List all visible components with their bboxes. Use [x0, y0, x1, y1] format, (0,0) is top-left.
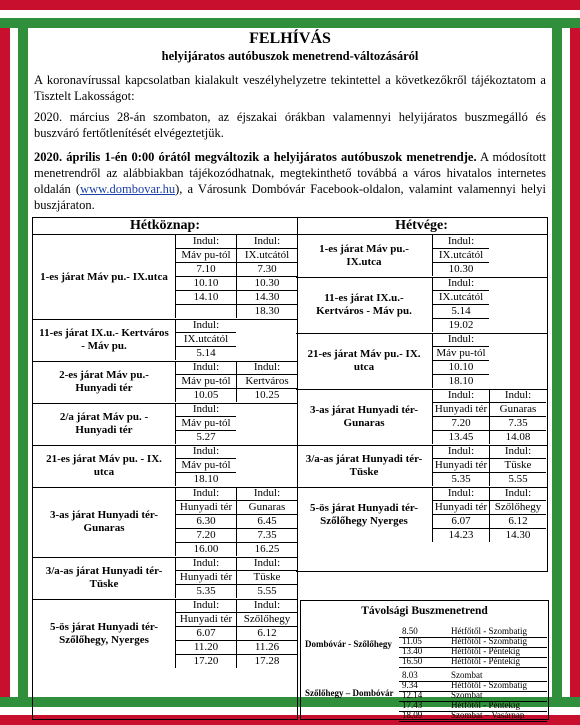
departure-time: 11.26 — [236, 641, 297, 655]
departure-header: Indul: — [236, 487, 297, 501]
departure-header: Indul: — [432, 277, 489, 291]
distance-time: 17.43 — [402, 700, 423, 710]
notice-title: FELHÍVÁS — [249, 30, 331, 47]
departure-stop: Hunyadi tér — [432, 459, 489, 473]
route-block — [296, 389, 547, 446]
website-link[interactable]: www.dombovar.hu — [80, 182, 176, 196]
departure-time: 7.10 — [175, 263, 236, 277]
departure-stop: Tüske — [236, 571, 297, 585]
departure-header: Indul: — [175, 403, 236, 417]
distance-time: 9.34 — [402, 680, 418, 690]
frame-white-stripe-right — [562, 0, 570, 725]
paragraph-schedule-change — [34, 149, 546, 213]
departure-stop: Szőlőhegy — [236, 613, 297, 627]
departure-stop: IX.utcától — [236, 249, 297, 263]
departure-header: Indul: — [175, 445, 236, 459]
notice-content — [28, 28, 552, 720]
route-block — [33, 599, 297, 669]
route-label: 5-ös járat Hunyadi tér- Szőlőhegy Nyerges — [309, 502, 419, 527]
distance-direction-label: Dombóvár - Szőlőhegy — [305, 639, 392, 649]
departure-stop: Szőlőhegy — [489, 501, 546, 515]
route-block — [296, 235, 547, 278]
departure-time: 7.30 — [236, 263, 297, 277]
departure-header: Indul: — [236, 235, 297, 249]
departure-header: Indul: — [175, 361, 236, 375]
frame-white-stripe-left — [10, 0, 18, 725]
departure-time: 10.10 — [432, 361, 489, 375]
departure-time: 5.27 — [175, 431, 236, 444]
route-label: 5-ös járat Hunyadi tér- Szőlőhegy, Nyerges — [49, 621, 159, 646]
departure-time: 17.20 — [175, 655, 236, 668]
distance-time: 13.40 — [402, 646, 423, 656]
departure-header: Indul: — [432, 235, 489, 249]
distance-days: Szombat — [451, 690, 483, 700]
route-block — [33, 403, 297, 446]
departure-stop: Hunyadi tér — [175, 613, 236, 627]
departure-time: 19.02 — [432, 319, 489, 332]
distance-time: 8.50 — [402, 626, 418, 636]
departure-stop: IX.utcától — [175, 333, 236, 347]
route-label: 1-es járat Máv pu.- IX.utca — [40, 270, 168, 283]
route-block — [33, 235, 297, 320]
frame-red-stripe-right — [570, 0, 580, 725]
departure-stop: Máv pu-tól — [175, 249, 236, 263]
frame-white-stripe-top — [0, 10, 580, 18]
departure-header: Indul: — [489, 487, 546, 501]
frame-red-stripe-top — [0, 0, 580, 10]
departure-time: 14.10 — [175, 291, 236, 305]
departure-time: 5.55 — [489, 473, 546, 486]
departure-time: 10.10 — [175, 277, 236, 291]
departure-time: 5.14 — [432, 305, 489, 319]
departure-time: 18.10 — [432, 375, 489, 388]
route-label: 21-es járat Máv pu. - IX. utca — [46, 453, 162, 478]
departure-stop: IX.utcától — [432, 291, 489, 305]
route-label: 21-es járat Máv pu.- IX. utca — [307, 348, 421, 373]
departure-time: 13.45 — [432, 431, 489, 444]
departure-time: 14.30 — [236, 291, 297, 305]
departure-time: 7.20 — [432, 417, 489, 431]
distance-time: 8.03 — [402, 670, 418, 680]
route-label: 2/a járat Máv pu. - Hunyadi tér — [59, 411, 149, 436]
departure-stop: Máv pu-tól — [432, 347, 489, 361]
frame-green-stripe-left — [18, 0, 28, 725]
departure-stop: Hunyadi tér — [175, 501, 236, 515]
weekend-timetable — [296, 234, 548, 572]
route-label: 3/a-as járat Hunyadi tér- Tüske — [45, 565, 163, 590]
departure-time: 10.30 — [236, 277, 297, 291]
departure-time: 7.35 — [489, 417, 546, 431]
distance-row — [399, 655, 547, 668]
departure-header: Indul: — [432, 389, 489, 403]
distance-days: Hétfőtől - Péntekig — [451, 656, 520, 666]
departure-time — [175, 305, 236, 318]
route-block — [296, 445, 547, 488]
schedule-change-bold: 2020. április 1-én 0:00 órától megváltozik a helyijáratos autóbuszok menetrendje. — [34, 150, 477, 164]
departure-stop: Hunyadi tér — [175, 571, 236, 585]
departure-stop: Hunyadi tér — [432, 501, 489, 515]
departure-header: Indul: — [489, 445, 546, 459]
departure-header: Indul: — [432, 333, 489, 347]
distance-title: Távolsági Buszmenetrend — [361, 605, 488, 617]
departure-header: Indul: — [236, 557, 297, 571]
departure-stop: Gunaras — [236, 501, 297, 515]
departure-header: Indul: — [175, 487, 236, 501]
route-label: 3-as járat Hunyadi tér- Gunaras — [49, 509, 159, 534]
departure-stop: IX.utcától — [432, 249, 489, 263]
distance-time: 18.09 — [402, 710, 423, 720]
frame-green-stripe-right — [552, 0, 562, 725]
departure-header: Indul: — [175, 235, 236, 249]
departure-time: 5.14 — [175, 347, 236, 360]
distance-days: Szombat – Vasárnap — [451, 710, 525, 720]
route-block — [33, 557, 297, 600]
departure-header: Indul: — [175, 319, 236, 333]
departure-stop: Máv pu-tól — [175, 417, 236, 431]
departure-time: 5.35 — [432, 473, 489, 486]
route-label: 3-as járat Hunyadi tér- Gunaras — [309, 404, 419, 429]
weekday-timetable — [32, 234, 298, 720]
distance-time: 12.14 — [402, 690, 423, 700]
departure-time: 14.30 — [489, 529, 546, 542]
route-label: 3/a-as járat Hunyadi tér- Tüske — [305, 453, 423, 478]
departure-time: 6.07 — [175, 627, 236, 641]
departure-time: 11.20 — [175, 641, 236, 655]
distance-time: 16.50 — [402, 656, 423, 666]
route-block — [296, 333, 547, 390]
departure-time: 18.30 — [236, 305, 297, 318]
departure-time: 5.55 — [236, 585, 297, 598]
departure-header: Indul: — [175, 557, 236, 571]
departure-time: 10.05 — [175, 389, 236, 402]
route-block — [296, 487, 547, 543]
paragraph-intro: A koronavírussal kapcsolatban kialakult veszélyhelyzetre tekintettel a következőkről tájékoztatom a Tisztelt Lakosságot: — [34, 73, 546, 103]
route-label: 11-es járat IX.u.- Kertváros - Máv pu. — [39, 327, 169, 352]
distance-row — [399, 709, 547, 722]
route-label: 1-es járat Máv pu.- IX.utca — [319, 243, 409, 268]
departure-header: Indul: — [175, 599, 236, 613]
departure-stop: Máv pu-tól — [175, 375, 236, 389]
departure-stop: Gunaras — [489, 403, 546, 417]
route-block — [33, 361, 297, 404]
schedule-change-text-a: A módosított menetrendről az alábbiakban tájékozódhatnak, megtekinthető továbbá a város hivatalos internetes oldalán ( — [34, 150, 546, 196]
departure-time: 7.20 — [175, 529, 236, 543]
departure-time: 6.45 — [236, 515, 297, 529]
departure-time: 6.12 — [236, 627, 297, 641]
departure-stop: Tüske — [489, 459, 546, 473]
departure-time: 14.23 — [432, 529, 489, 542]
departure-header: Indul: — [432, 445, 489, 459]
departure-time: 6.12 — [489, 515, 546, 529]
paragraph-disinfection: 2020. március 28-án szombaton, az éjszakai órákban valamennyi helyijáratos buszmegálló és buszváró fertőtlenítését elvégeztetjük. — [34, 110, 546, 140]
weekday-heading: Hétköznap: — [32, 217, 298, 234]
departure-time: 16.25 — [236, 543, 297, 556]
frame-red-stripe-left — [0, 0, 10, 725]
departure-stop: Kertváros — [236, 375, 297, 389]
distance-days: Szombat — [451, 670, 483, 680]
departure-header: Indul: — [236, 361, 297, 375]
departure-time: 17.28 — [236, 655, 297, 668]
route-block — [33, 445, 297, 488]
departure-time: 10.25 — [236, 389, 297, 402]
distance-days: Hétfőtől - Péntekig — [451, 646, 520, 656]
distance-days: Hétfőtől - Szombatig — [451, 626, 527, 636]
departure-time: 10.30 — [432, 263, 489, 276]
distance-direction-label: Szőlőhegy – Dombóvár — [305, 688, 394, 698]
departure-time: 6.30 — [175, 515, 236, 529]
distance-days: Hétfőtől - Péntekig — [451, 700, 520, 710]
distance-days: Hétfőtől - Szombatig — [451, 636, 527, 646]
route-block — [33, 487, 297, 558]
departure-time: 16.00 — [175, 543, 236, 556]
departure-header: Indul: — [489, 389, 546, 403]
distance-days: Hétfőtől - Szombatig — [451, 680, 527, 690]
departure-stop: Máv pu-tól — [175, 459, 236, 473]
departure-time: 7.35 — [236, 529, 297, 543]
departure-time: 18.10 — [175, 473, 236, 486]
route-block — [296, 277, 547, 334]
frame-green-stripe-top — [0, 18, 580, 28]
departure-time: 6.07 — [432, 515, 489, 529]
departure-header: Indul: — [236, 599, 297, 613]
departure-header: Indul: — [432, 487, 489, 501]
distance-time: 11.05 — [402, 636, 422, 646]
departure-stop: Hunyadi tér — [432, 403, 489, 417]
route-label: 11-es járat IX.u.- Kertváros - Máv pu. — [316, 292, 412, 317]
distance-timetable — [300, 600, 549, 720]
notice-subtitle: helyijáratos autóbuszok menetrend-változásáról — [161, 49, 419, 63]
route-block — [33, 319, 297, 362]
departure-time: 14.08 — [489, 431, 546, 444]
schedule-change-text-b: ), a Városunk Dombóvár Facebook-oldalon, valamint valamennyi helyi buszjáraton. — [34, 182, 546, 212]
route-label: 2-es járat Máv pu.- Hunyadi tér — [59, 369, 149, 394]
departure-time: 5.35 — [175, 585, 236, 598]
weekend-heading: Hétvége: — [296, 217, 548, 234]
